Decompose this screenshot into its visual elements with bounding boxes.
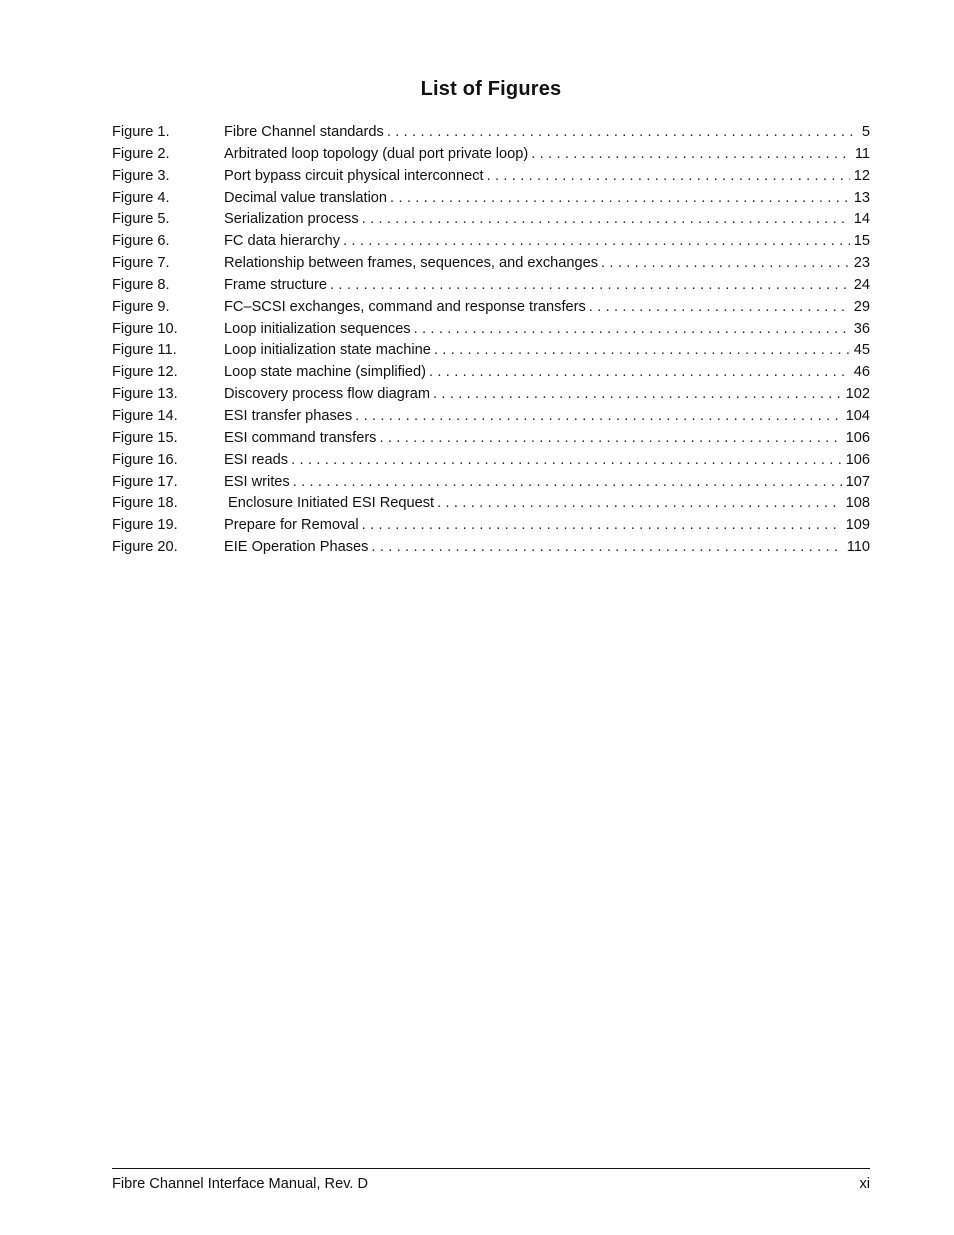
figure-number: Figure 19. (112, 517, 178, 534)
figure-number: Figure 1. (112, 124, 170, 140)
figure-title[interactable]: Arbitrated loop topology (dual port private loop) (224, 145, 529, 162)
dot-leader (487, 166, 850, 187)
figure-list-entry[interactable] (112, 472, 870, 494)
figure-number: Figure 17. (112, 473, 178, 490)
dot-leader (362, 209, 850, 230)
dot-leader (343, 231, 850, 252)
figure-title[interactable]: FC data hierarchy (224, 233, 340, 250)
footer-divider (112, 1168, 870, 1169)
figure-number: Figure 3. (112, 167, 170, 184)
dot-leader (362, 515, 842, 536)
figure-page-number[interactable]: 102 (845, 386, 870, 403)
figure-page-number[interactable]: 14 (853, 211, 870, 228)
figure-title[interactable]: ESI command transfers (224, 429, 377, 446)
figure-number: Figure 20. (112, 539, 178, 556)
figure-page-number[interactable]: 36 (853, 320, 870, 337)
figure-title[interactable]: Fibre Channel standards (224, 124, 384, 140)
figure-title[interactable]: Loop state machine (simplified) (224, 364, 426, 381)
figure-title[interactable]: Relationship between frames, sequences, and exchanges (224, 255, 599, 272)
figure-number: Figure 7. (112, 255, 170, 272)
figure-number: Figure 2. (112, 145, 170, 162)
figure-list-entry[interactable] (112, 253, 870, 275)
dot-leader (433, 384, 842, 405)
figure-page-number[interactable]: 15 (853, 233, 870, 250)
page-title: List of Figures (420, 78, 562, 100)
figure-list-entry[interactable] (112, 188, 870, 210)
figure-title[interactable]: Loop initialization sequences (224, 320, 411, 337)
figure-page-number[interactable]: 108 (845, 495, 870, 512)
figure-page-number[interactable]: 29 (853, 298, 870, 315)
figure-number: Figure 8. (112, 276, 170, 293)
figure-number: Figure 10. (112, 320, 178, 337)
figure-title[interactable]: Port bypass circuit physical interconnect (224, 167, 484, 184)
figure-number: Figure 9. (112, 298, 170, 315)
dot-leader (531, 144, 851, 165)
figure-list-entry[interactable] (112, 297, 870, 319)
dot-leader (293, 472, 842, 493)
dot-leader (437, 493, 842, 514)
figure-list-entry[interactable] (112, 122, 870, 144)
figure-title[interactable]: ESI reads (224, 451, 289, 468)
dot-leader (330, 275, 850, 296)
figure-number: Figure 4. (112, 189, 170, 206)
figure-title[interactable]: Decimal value translation (224, 189, 388, 206)
figure-list-entry[interactable] (112, 450, 870, 472)
figure-page-number[interactable]: 11 (854, 145, 870, 162)
footer-manual-title: Fibre Channel Interface Manual, Rev. D (112, 1176, 369, 1192)
figure-page-number[interactable]: 109 (845, 517, 870, 534)
figure-title[interactable]: ESI writes (224, 473, 290, 490)
figure-page-number[interactable]: 106 (845, 451, 870, 468)
dot-leader (414, 319, 850, 340)
figure-page-number[interactable]: 23 (853, 255, 870, 272)
figure-number: Figure 5. (112, 211, 170, 228)
figure-number: Figure 14. (112, 407, 178, 424)
dot-leader (355, 406, 841, 427)
figure-page-number[interactable]: 104 (845, 407, 870, 424)
figure-list (112, 122, 870, 559)
figure-title[interactable]: EIE Operation Phases (224, 539, 369, 556)
figure-number: Figure 11. (112, 342, 177, 359)
dot-leader (601, 253, 850, 274)
figure-list-entry[interactable] (112, 493, 870, 515)
figure-title[interactable]: Serialization process (224, 211, 359, 228)
dot-leader (387, 122, 856, 143)
dot-leader (371, 537, 842, 558)
figure-number: Figure 18. (112, 495, 178, 512)
figure-list-entry[interactable] (112, 428, 870, 450)
figure-page-number[interactable]: 12 (853, 167, 870, 184)
figure-list-entry[interactable] (112, 384, 870, 406)
figure-title[interactable]: Enclosure Initiated ESI Request (224, 495, 435, 512)
dot-leader (589, 297, 850, 318)
figure-list-entry[interactable] (112, 231, 870, 253)
figure-list-entry[interactable] (112, 362, 870, 384)
figure-page-number[interactable]: 107 (845, 473, 870, 490)
figure-list-entry[interactable] (112, 209, 870, 231)
figure-list-entry[interactable] (112, 515, 870, 537)
figure-page-number[interactable]: 45 (853, 342, 870, 359)
figure-list-entry[interactable] (112, 319, 870, 341)
figure-list-entry[interactable] (112, 166, 870, 188)
figure-page-number[interactable]: 110 (846, 539, 870, 556)
figure-list-entry[interactable] (112, 340, 870, 362)
figure-number: Figure 12. (112, 364, 178, 381)
figure-number: Figure 13. (112, 386, 178, 403)
dot-leader (291, 450, 842, 471)
figure-page-number[interactable]: 46 (853, 364, 870, 381)
figure-title[interactable]: Prepare for Removal (224, 517, 359, 534)
figure-number: Figure 15. (112, 429, 178, 446)
figure-page-number[interactable]: 13 (853, 189, 870, 206)
footer-page-number: xi (859, 1176, 870, 1192)
figure-list-entry[interactable] (112, 275, 870, 297)
figure-title[interactable]: FC–SCSI exchanges, command and response transfers (224, 298, 586, 315)
figure-title[interactable]: Discovery process flow diagram (224, 386, 431, 403)
figure-title[interactable]: Loop initialization state machine (224, 342, 431, 359)
figure-number: Figure 16. (112, 451, 178, 468)
dot-leader (390, 188, 850, 209)
dot-leader (434, 340, 850, 361)
figure-number: Figure 6. (112, 233, 170, 250)
figure-title[interactable]: Frame structure (224, 276, 327, 293)
figure-page-number[interactable]: 106 (845, 429, 870, 446)
figure-title[interactable]: ESI transfer phases (224, 407, 353, 424)
figure-list-entry[interactable] (112, 406, 870, 428)
figure-list-entry[interactable] (112, 144, 870, 166)
figure-page-number[interactable]: 5 (861, 124, 870, 140)
dot-leader (379, 428, 841, 449)
figure-page-number[interactable]: 24 (853, 276, 870, 293)
figure-list-entry[interactable] (112, 537, 870, 559)
dot-leader (429, 362, 850, 383)
